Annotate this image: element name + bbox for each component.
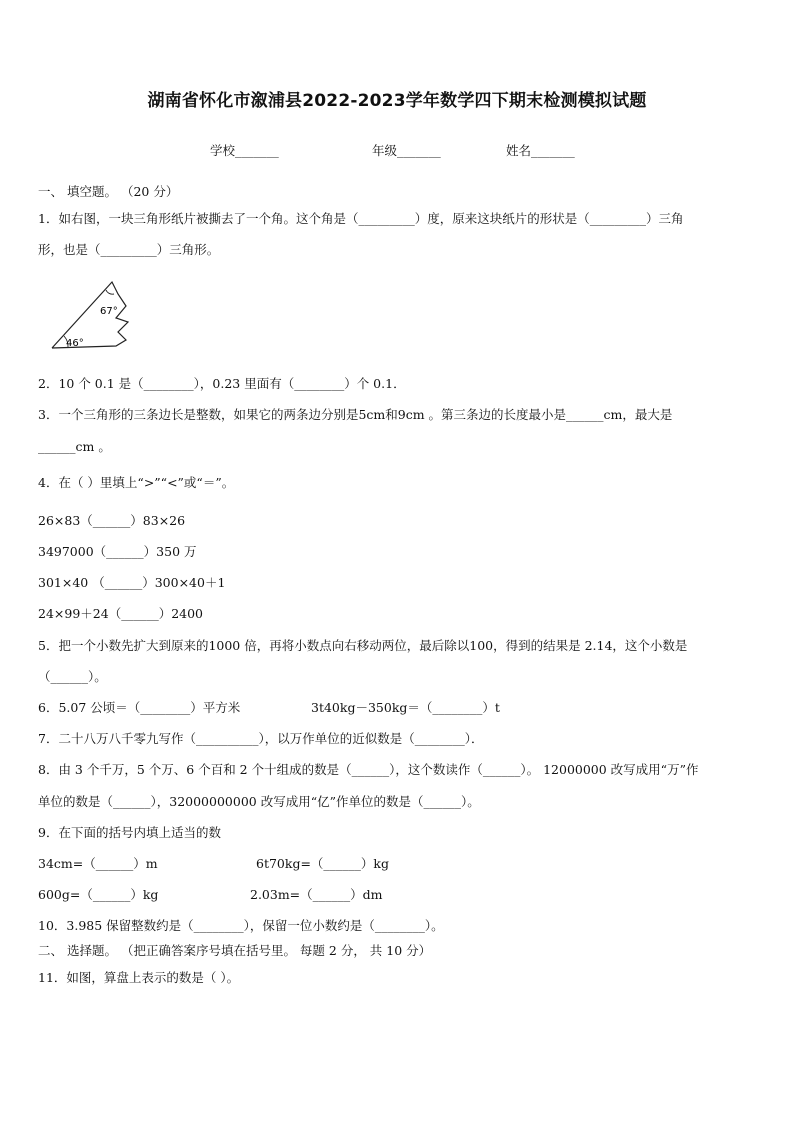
question-7: 7．二十八万八千零九写作（__________），以万作单位的近似数是（________）．	[38, 731, 484, 746]
question-11: 11．如图，算盘上表示的数是（ ）。	[38, 970, 240, 985]
question-5-line-2: （______）。	[38, 669, 107, 684]
question-6-right: 3t40kg－350kg＝（________）t	[311, 700, 500, 715]
question-3-line-1: 3．一个三角形的三条边长是整数，如果它的两条边分别是5cm和9cm 。第三条边的长度最小是______cm，最大是	[38, 407, 673, 422]
school-field: 学校_______	[210, 143, 279, 158]
question-4-item-1: 26×83（______）83×26	[38, 513, 186, 528]
question-10: 10．3.985 保留整数约是（________），保留一位小数约是（________）。	[38, 918, 444, 933]
section-2-heading: 二、 选择题。 （把正确答案序号填在括号里。 每题 2 分， 共 10 分）	[38, 943, 432, 958]
question-9-b: 6t70kg=（______）kg	[256, 856, 390, 871]
question-3-line-2: ______cm 。	[38, 439, 111, 454]
question-5-line-1: 5．把一个小数先扩大到原来的1000 倍，再将小数点向右移动两位，最后除以100，得到的结果是 2.14，这个小数是	[38, 638, 688, 653]
question-9-a: 34cm=（______）m	[38, 856, 158, 871]
question-1-line-2: 形，也是（_________）三角形。	[38, 242, 220, 257]
angle-46-label: 46°	[66, 338, 84, 349]
top-angle-arc	[106, 290, 114, 294]
section-1-heading: 一、 填空题。 （20 分）	[38, 184, 179, 199]
question-9-c: 600g=（______）kg	[38, 887, 159, 902]
exam-title: 湖南省怀化市溆浦县2022-2023学年数学四下期末检测模拟试题	[147, 91, 647, 111]
question-8-line-1: 8．由 3 个千万，5 个万、6 个百和 2 个十组成的数是（______），这个数读作（______）。 12000000 改写成用“万”作	[38, 762, 699, 777]
grade-field: 年级_______	[372, 143, 441, 158]
question-9-d: 2.03m=（______）dm	[250, 887, 383, 902]
question-8-line-2: 单位的数是（______），32000000000 改写成用“亿”作单位的数是（______）。	[38, 794, 480, 809]
angle-67-label: 67°	[100, 306, 118, 317]
question-6-left: 6．5.07 公顷＝（________）平方米	[38, 700, 241, 715]
question-4-item-4: 24×99＋24（______）2400	[38, 606, 204, 621]
question-1-line-1: 1．如右图，一块三角形纸片被撕去了一个角。这个角是（_________）度，原来这块纸片的形状是（_________）三角	[38, 211, 684, 226]
name-field: 姓名_______	[506, 143, 575, 158]
question-4-item-3: 301×40 （______）300×40＋1	[38, 575, 226, 590]
question-4-stem: 4．在（ ）里填上“>”“<”或“＝”。	[38, 475, 235, 490]
torn-triangle-figure	[48, 280, 132, 352]
question-2: 2．10 个 0.1 是（________），0.23 里面有（________）个 0.1．	[38, 376, 406, 391]
question-4-item-2: 3497000（______）350 万	[38, 544, 197, 559]
question-9-stem: 9．在下面的括号内填上适当的数	[38, 825, 221, 840]
